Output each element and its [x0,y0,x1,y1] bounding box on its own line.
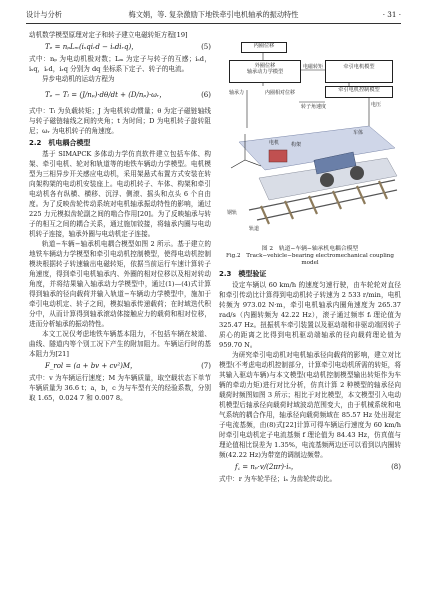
page-number: · 31 · [382,10,401,19]
left-column [29,30,211,403]
equation-8 [219,460,401,474]
block-bearing-model-label: 轴承动力学模型 [246,69,284,75]
header-rule [26,23,401,24]
paragraph-validation-setup: 设定车辆以 60 km/h 的速度匀速行驶，由车轮轮对直径和牵引传动比计算得到电动机转子转速为 2 533 r/min，电机转频为 973.02 N·m，牵引电机轴承内圈角速度为 265.37 rad/s（内圈转频为 42.22 Hz），滚子通过频率 fᵢ 理论值为 325.47 Hz。扭振机车牵引装置以及驱动端和非驱动端因转子质心的距离之比得到电机驱动端轴承的径向载荷理论值为 959.70 N。 [219,281,401,349]
block-outer-displacement: 外圈位移 [254,63,276,69]
paragraph-coupling-model: 轨道−车辆−轴承机电耦合模型如图 2 所示。基于建立的地铁车辆动力学模型和牵引电动机控制模型，使得电动机控制模块根据转子转速输出电磁转矩，依据当前运行车速计算转子角速度，得到牵引电机轴承内、外圈的相对位移以及相对转动角度，并将结果输入轴承动力学模型中，通过(1)—(4)式计算得到轴承的径向载荷并输入轨道−车辆动力学模型中，施加于牵引电动机定、转子之间，模拟轴承传递载荷；在时域迭代积分中，从而计算得到轴承滚动体接触应力的载荷和相对位移，进而分析轴承的振动特性。 [29,240,211,328]
track-scene [231,126,397,224]
article-running-title: 梅文娟，等. 复杂激励下地铁牵引电机轴承的振动特性 [128,10,299,19]
label-rotor-angular-velocity: 转子角速度 [301,104,327,110]
label-electromagnetic-torque: 电磁转矩 [303,64,324,70]
label-bearing-force: 轴承力 [229,90,245,96]
right-column [219,30,401,484]
figure-2-caption-en: Fig.2 Track−vehicle−bearing electromechanical coupling model [226,253,394,266]
figure-2-caption-cn: 图 2 轨道−车辆−轴承机电耦合模型 [261,246,359,252]
journal-section: 设计与分析 [26,10,62,19]
equation-6 [29,84,211,106]
paragraph-comparison: 为研究牵引电动机对电机轴承径向载荷的影响，建立对比模型(不考虑电动机控制部分，计算牵引电动机所需的转矩，将其输入驱动车辆)与本文模型(电动机控制模型输出转矩作为车辆的牵动力矩)进行对比分析，仿真计算 2 种模型的轴承径向载荷时频图如图 3 所示；相比于对比模型，本文模型引入电动机模型后轴承径向载荷时域波动范围变大，由于机械系统和电气系统的耦合作用，轴承径向载荷频域在 85.57 Hz 处出现定子电流基频，由(8)式[22]计算可得车辆运行速度为 60 km/h 时牵引电动机定子电流基频 f 理论值为 84.43 Hz，仿真值与理论值相比误差为 1.35%，电流基频两边还可以看到以内圈转频(42.22 Hz)为带宽的调制边频带。 [219,351,401,459]
block-inner-displacement: 内圈位移 [241,42,287,53]
paragraph-eq6-symbols: 式中：Tₗ 为负载转矩；J 为电机转动惯量；θ 为定子磁链轴线与转子磁链轴线之间的夹角；t 为时间；D 为电机转子旋转阻尼；ωᵣ 为电机转子的角速度。 [29,107,211,135]
label-carbody: 车体 [353,130,364,136]
equation-5-body: Tₑ = nₚLₘ(iₛqiᵣd − iₛdiᵣq)， [45,43,139,51]
equation-6-number: (6) [201,91,211,99]
label-track: 轨道 [249,226,260,232]
equation-7-body: F_rol = (a + bv + cv²)M， [45,362,138,370]
figure-2 [219,30,401,244]
paragraph-motion-intro: 异步电动机的运动方程为 [42,75,115,83]
paragraph-eq7-symbols: 式中：v 为车辆运行速度；M 为车辆质量，取空载状态下单节车辆质量为 36.6 t；a，b，c 为与车型有关的经验系数，分别取 1.65，0.024 7 和 0.007 8。 [29,374,211,402]
block-motor-model: 牵引电机模型 [325,60,393,83]
section-heading-2-3: 2.3 模型验证 [219,270,267,278]
paragraph-model-build: 基于 SIMAPCK 多体动力学仿真软件建立包括车体、构架、牵引电机、轮对和轨道等的地铁车辆动力学模型。电机模型为三相异步开关感应电动机，采用架悬式布置方式安装在转向架构架的电动机安装座上。电动机转子、车体、构架和牵引电动机各有纵横、横移、沉浮、侧滚、摇头和点头 6 个自由度。为了反映齿轮传动系统对电机轴承振动特性的影响，通过 225 力元模拟齿轮副之间的啮合作用[20]。为了反映轴承与转子的相互之间的耦合关系，通过施加铰接，将轴承内圈与电动机转子连接，轴承外圈与电动机定子连接。 [29,150,211,238]
equation-5 [29,40,211,54]
paragraph-intro-torque: 动机数学模型原理对定子和转子建立电磁转矩方程[19] [29,31,188,39]
equation-7 [29,359,211,373]
equation-7-number: (7) [201,362,211,370]
paragraph-eq8-symbols: 式中：r 为车轮半径；iₛ 为齿轮传动比。 [219,475,337,483]
label-motor: 电机 [269,140,280,146]
equation-6-body: Tₑ − Tₗ = (J/nₚ)·dθ/dt + (D/nₚ)·ωᵣ， [45,91,167,99]
label-frame: 构架 [291,142,302,148]
section-heading-2-2: 2.2 机电耦合模型 [29,139,91,147]
equation-8-number: (8) [391,463,401,471]
equation-8-body: f꜀ = nₚ·v/(2πr)·iₛ， [235,463,298,471]
label-voltage: 电压 [371,102,382,108]
equation-5-number: (5) [201,43,211,51]
paragraph-eq5-symbols: 式中：nₚ 为电动机极对数；Lₘ 为定子与转子的互感；iₛd，iₛq，iᵣd，iᵣq 分别为 dq 坐标系下定子、转子的电流。 [29,55,211,73]
paragraph-resistance: 本文工况仅考虑地铁车辆基本阻力，不包括车辆在坡道、曲线、隧道内等个别工况下产生的附加阻力。车辆运行时的基本阻力为[21] [29,330,211,358]
label-rail: 钢轨 [227,210,238,216]
block-bearing-model [229,60,301,83]
block-control-model: 牵引电机控制模型 [325,86,393,98]
running-header [26,8,401,22]
label-relative-displacement: 内圈相对位移 [265,90,296,96]
